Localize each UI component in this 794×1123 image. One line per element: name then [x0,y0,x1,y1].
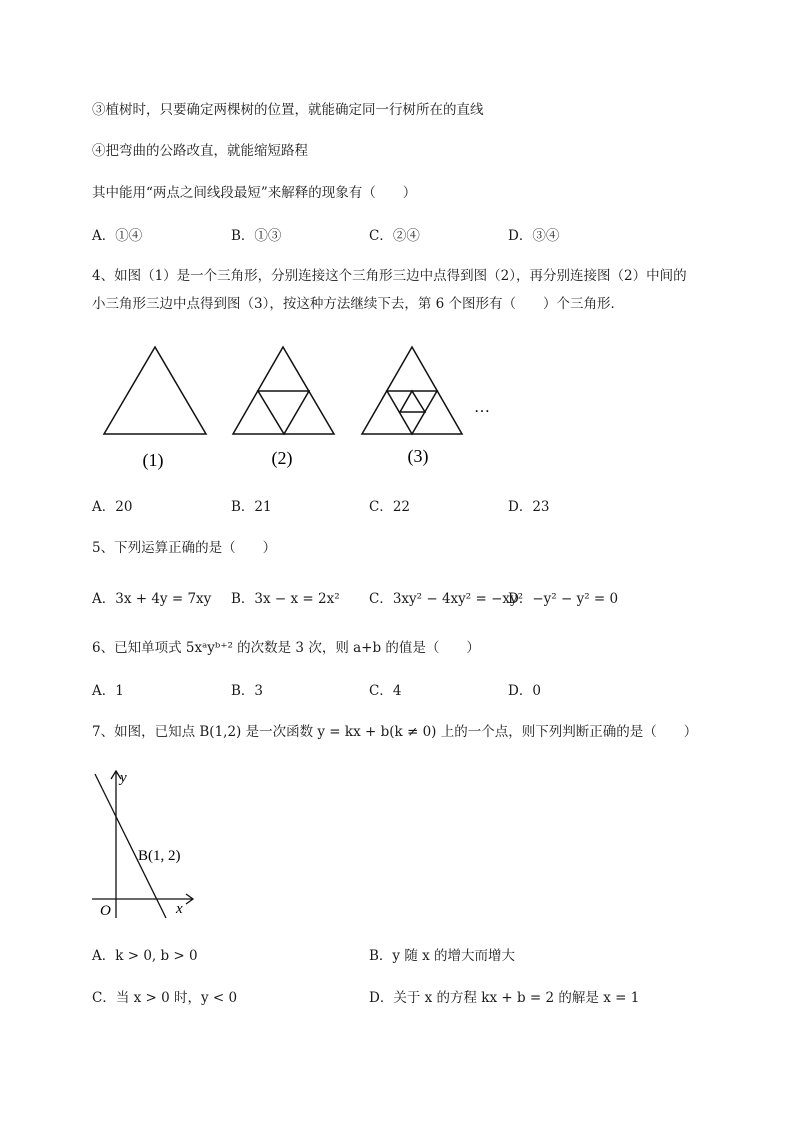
q6-option-a[interactable]: A．1 [92,683,124,699]
figure-1-triangle [104,347,206,434]
q5-option-d[interactable]: D．−y² − y² = 0 [508,591,619,607]
q4-option-c[interactable]: C．22 [369,499,411,515]
figure-2-inner-triangle [258,391,309,434]
q3-option-a[interactable]: A．①④ [92,228,143,244]
origin-label: O [100,903,111,919]
q5-option-a[interactable]: A．3x + 4y = 7xy [92,591,212,607]
q6-option-b[interactable]: B．3 [231,683,264,699]
q6-options [92,681,752,701]
function-line [95,774,166,918]
q6-option-d[interactable]: D．0 [508,683,541,699]
figure-1-label: (1) [142,450,164,470]
q7-question: 7、如图，已知点 B(1,2) 是一次函数 y = kx + b(k ≠ 0) 上的一个点，则下列判断正确的是（ ） [92,724,698,740]
q6-option-c[interactable]: C．4 [369,683,402,699]
linear-function-graph [80,760,210,930]
q3-option-b[interactable]: B．①③ [231,228,282,244]
q7-option-b[interactable]: B．y 随 x 的增大而增大 [369,948,516,964]
q5-option-c[interactable]: C．3xy² − 4xy² = −xy² [369,591,524,607]
q4-option-a[interactable]: A．20 [92,499,133,515]
q3-option-c[interactable]: C．②④ [369,228,420,244]
figure-2-label: (2) [271,448,293,468]
q7-option-d[interactable]: D．关于 x 的方程 kx + b = 2 的解是 x = 1 [369,990,640,1006]
q4-option-b[interactable]: B．21 [231,499,272,515]
q3-options [92,226,752,246]
q5-question: 5、下列运算正确的是（ ） [92,540,277,556]
figure-ellipsis: … [474,399,490,416]
q3-option-d[interactable]: D．③④ [508,228,560,244]
q5-option-b[interactable]: B．3x − x = 2x² [231,591,340,607]
x-axis-label: x [176,901,183,917]
q7-option-c[interactable]: C．当 x > 0 时，y < 0 [92,990,238,1006]
q4-option-d[interactable]: D．23 [508,499,550,515]
statement-4: ④把弯曲的公路改直，就能缩短路程 [92,143,308,159]
q7-options-row2 [92,988,752,1008]
q5-options [92,589,752,609]
q7-options-row1 [92,946,752,966]
triangle-figures [0,330,794,480]
q3-question: 其中能用“两点之间线段最短”来解释的现象有（ ） [92,185,417,201]
q4-options [92,497,752,517]
q4-question-line2: 小三角形三边中点得到图（3），按这种方法继续下去，第 6 个图形有（ ）个三角形． [92,296,625,312]
point-b-label: B(1, 2) [138,848,181,864]
q7-option-a[interactable]: A．k > 0, b > 0 [92,948,198,964]
figure-3-inner-triangle [400,391,425,412]
q4-question-line1: 4、如图（1）是一个三角形，分别连接这个三角形三边中点得到图（2），再分别连接图（2）中间的 [92,268,687,284]
q6-question: 6、已知单项式 5xᵃyᵇ⁺² 的次数是 3 次，则 a+b 的值是（ ） [92,640,480,656]
y-axis-label: y [120,770,127,786]
statement-3: ③植树时，只要确定两棵树的位置，就能确定同一行树所在的直线 [92,102,484,118]
figure-3-label: (3) [407,446,429,466]
